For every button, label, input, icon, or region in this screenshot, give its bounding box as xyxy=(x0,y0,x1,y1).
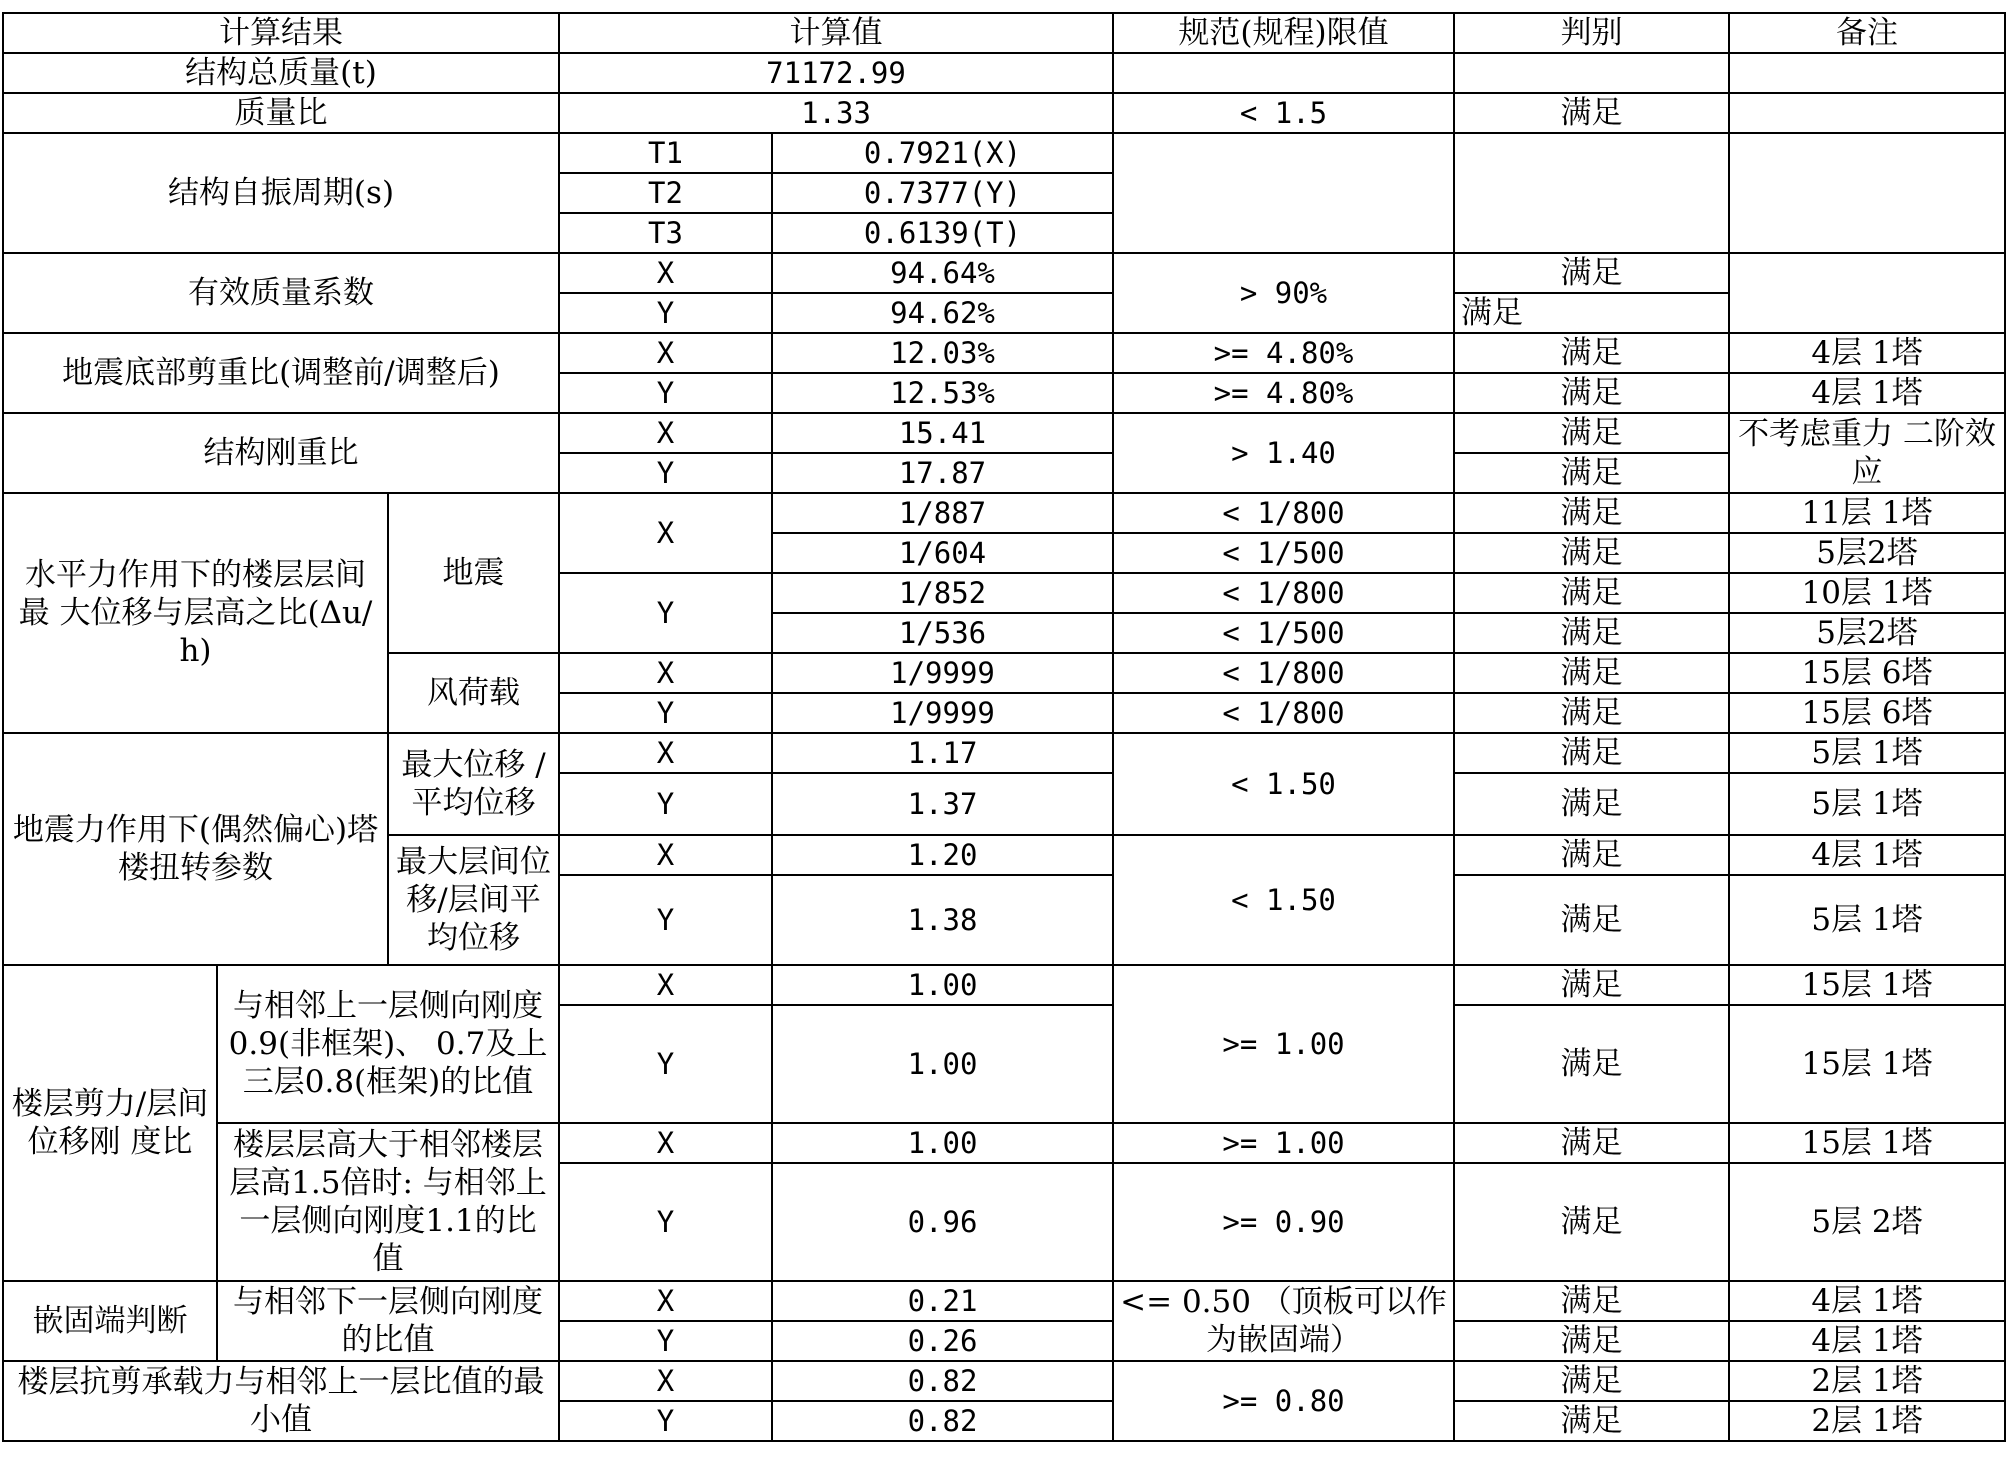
cell-note: 5层 2塔 xyxy=(1729,1163,2005,1281)
cell-note: 15层 1塔 xyxy=(1729,965,2005,1005)
cell-dir: Y xyxy=(559,1321,772,1361)
cell-value: 1.00 xyxy=(772,1005,1113,1123)
sub-label: 楼层层高大于相邻楼层层高1.5倍时: 与相邻上一层侧向刚度1.1的比值 xyxy=(217,1123,559,1281)
header-limit: 规范(规程)限值 xyxy=(1113,13,1454,53)
cell-value: 1.33 xyxy=(559,93,1113,133)
cell-result: 满足 xyxy=(1454,653,1729,693)
cell-result: 满足 xyxy=(1454,1163,1729,1281)
table-row xyxy=(3,133,2005,173)
cell-dir: X xyxy=(559,1281,772,1321)
cell-note: 15层 1塔 xyxy=(1729,1005,2005,1123)
row-label: 结构刚重比 xyxy=(3,413,559,493)
row-label: 水平力作用下的楼层层间最 大位移与层高之比(Δu/h) xyxy=(3,493,388,733)
sub-label: 风荷载 xyxy=(388,653,559,733)
cell-dir: Y xyxy=(559,773,772,835)
sub-label: 地震 xyxy=(388,493,559,653)
cell-dir: Y xyxy=(559,1005,772,1123)
cell-result: 满足 xyxy=(1454,965,1729,1005)
cell-note: 5层2塔 xyxy=(1729,613,2005,653)
cell-value: 1.00 xyxy=(772,965,1113,1005)
cell-limit: < 1/800 xyxy=(1113,693,1454,733)
cell-value: 1/9999 xyxy=(772,693,1113,733)
cell-limit: >= 4.80% xyxy=(1113,373,1454,413)
cell-value: 1.00 xyxy=(772,1123,1113,1163)
row-label: 楼层剪力/层间位移刚 度比 xyxy=(3,965,217,1281)
cell-limit: <= 0.50 （顶板可以作为嵌固端） xyxy=(1113,1281,1454,1361)
cell-note: 15层 1塔 xyxy=(1729,1123,2005,1163)
cell-value: 0.6139(T) xyxy=(772,213,1113,253)
cell-result: 满足 xyxy=(1454,1005,1729,1123)
cell-result: 满足 xyxy=(1454,453,1729,493)
cell-value: 0.7377(Y) xyxy=(772,173,1113,213)
cell-note xyxy=(1729,133,2005,253)
cell-note: 4层 1塔 xyxy=(1729,333,2005,373)
cell-value: 94.62% xyxy=(772,293,1113,333)
sub-label: 最大层间位 移/层间平均位移 xyxy=(388,835,559,965)
cell-limit: < 1/500 xyxy=(1113,613,1454,653)
cell-limit: < 1.50 xyxy=(1113,733,1454,835)
cell-note: 2层 1塔 xyxy=(1729,1401,2005,1441)
cell-dir: X xyxy=(559,835,772,875)
cell-value: 17.87 xyxy=(772,453,1113,493)
cell-dir: X xyxy=(559,413,772,453)
cell-result xyxy=(1454,133,1729,253)
cell-result: 满足 xyxy=(1454,1321,1729,1361)
cell-value: 0.26 xyxy=(772,1321,1113,1361)
cell-result: 满足 xyxy=(1454,493,1729,533)
cell-limit: < 1/800 xyxy=(1113,573,1454,613)
cell-limit xyxy=(1113,133,1454,253)
cell-result: 满足 xyxy=(1454,875,1729,965)
cell-dir: T3 xyxy=(559,213,772,253)
cell-limit: < 1/800 xyxy=(1113,493,1454,533)
cell-dir: T1 xyxy=(559,133,772,173)
cell-note: 11层 1塔 xyxy=(1729,493,2005,533)
cell-value: 0.96 xyxy=(772,1163,1113,1281)
row-label: 嵌固端判断 xyxy=(3,1281,217,1361)
cell-note: 15层 6塔 xyxy=(1729,693,2005,733)
cell-note xyxy=(1729,53,2005,93)
cell-result: 满足 xyxy=(1454,253,1729,293)
cell-result: 满足 xyxy=(1454,373,1729,413)
row-label: 有效质量系数 xyxy=(3,253,559,333)
cell-dir: Y xyxy=(559,1163,772,1281)
cell-dir: X xyxy=(559,965,772,1005)
calculation-results-table xyxy=(2,12,2006,1442)
cell-value: 1.37 xyxy=(772,773,1113,835)
cell-note xyxy=(1729,253,2005,333)
cell-value: 0.21 xyxy=(772,1281,1113,1321)
cell-result: 满足 xyxy=(1454,1281,1729,1321)
cell-dir: Y xyxy=(559,293,772,333)
cell-dir: X xyxy=(559,733,772,773)
cell-value: 1.20 xyxy=(772,835,1113,875)
cell-result: 满足 xyxy=(1454,773,1729,835)
cell-result: 满足 xyxy=(1454,333,1729,373)
cell-note: 2层 1塔 xyxy=(1729,1361,2005,1401)
cell-limit: >= 1.00 xyxy=(1113,1123,1454,1163)
cell-result: 满足 xyxy=(1454,533,1729,573)
cell-value: 15.41 xyxy=(772,413,1113,453)
cell-limit: < 1/500 xyxy=(1113,533,1454,573)
cell-limit: > 1.40 xyxy=(1113,413,1454,493)
cell-limit: >= 0.90 xyxy=(1113,1163,1454,1281)
cell-limit: < 1/800 xyxy=(1113,653,1454,693)
table-row xyxy=(3,93,2005,133)
table-row xyxy=(3,733,2005,773)
cell-dir: Y xyxy=(559,1401,772,1441)
cell-value: 0.82 xyxy=(772,1361,1113,1401)
cell-value: 12.03% xyxy=(772,333,1113,373)
cell-dir: X xyxy=(559,493,772,573)
table-row xyxy=(3,53,2005,93)
table-row xyxy=(3,965,2005,1005)
cell-note: 5层 1塔 xyxy=(1729,875,2005,965)
cell-value: 1/852 xyxy=(772,573,1113,613)
cell-note: 不考虑重力 二阶效应 xyxy=(1729,413,2005,493)
sub-label: 与相邻下一层侧向刚度的比值 xyxy=(217,1281,559,1361)
cell-result: 满足 xyxy=(1454,573,1729,613)
cell-result: 满足 xyxy=(1454,93,1729,133)
table-row xyxy=(3,493,2005,533)
cell-value: 1.17 xyxy=(772,733,1113,773)
cell-value: 0.82 xyxy=(772,1401,1113,1441)
cell-result: 满足 xyxy=(1454,413,1729,453)
header-result: 计算结果 xyxy=(3,13,559,53)
cell-value: 1/604 xyxy=(772,533,1113,573)
cell-limit: >= 0.80 xyxy=(1113,1361,1454,1441)
cell-dir: T2 xyxy=(559,173,772,213)
cell-value: 1.38 xyxy=(772,875,1113,965)
cell-note: 5层 1塔 xyxy=(1729,773,2005,835)
cell-note: 10层 1塔 xyxy=(1729,573,2005,613)
cell-result: 满足 xyxy=(1454,1361,1729,1401)
cell-dir: Y xyxy=(559,573,772,653)
cell-limit: < 1.5 xyxy=(1113,93,1454,133)
cell-value: 71172.99 xyxy=(559,53,1113,93)
cell-value: 1/9999 xyxy=(772,653,1113,693)
table-row xyxy=(3,333,2005,373)
cell-dir: Y xyxy=(559,373,772,413)
cell-limit: > 90% xyxy=(1113,253,1454,333)
cell-result: 满足 xyxy=(1454,1123,1729,1163)
cell-result: 满足 xyxy=(1454,835,1729,875)
cell-note: 5层 1塔 xyxy=(1729,733,2005,773)
header-note: 备注 xyxy=(1729,13,2005,53)
cell-dir: X xyxy=(559,1123,772,1163)
row-label: 地震力作用下(偶然偏心)塔楼扭转参数 xyxy=(3,733,388,965)
table-row xyxy=(3,413,2005,453)
cell-dir: Y xyxy=(559,453,772,493)
sub-label: 最大位移 / 平均位移 xyxy=(388,733,559,835)
cell-note: 4层 1塔 xyxy=(1729,1321,2005,1361)
row-label: 结构自振周期(s) xyxy=(3,133,559,253)
cell-value: 1/887 xyxy=(772,493,1113,533)
row-label: 结构总质量(t) xyxy=(3,53,559,93)
table-row xyxy=(3,1281,2005,1321)
row-label: 质量比 xyxy=(3,93,559,133)
cell-dir: Y xyxy=(559,693,772,733)
cell-note: 4层 1塔 xyxy=(1729,1281,2005,1321)
cell-value: 0.7921(X) xyxy=(772,133,1113,173)
cell-limit: >= 4.80% xyxy=(1113,333,1454,373)
cell-limit: >= 1.00 xyxy=(1113,965,1454,1123)
cell-note: 4层 1塔 xyxy=(1729,835,2005,875)
cell-result: 满足 xyxy=(1454,693,1729,733)
table-row xyxy=(3,1123,2005,1163)
cell-result: 满足 xyxy=(1454,733,1729,773)
cell-note: 15层 6塔 xyxy=(1729,653,2005,693)
cell-result: 满足 xyxy=(1454,293,1729,333)
cell-dir: X xyxy=(559,333,772,373)
cell-note: 4层 1塔 xyxy=(1729,373,2005,413)
cell-result: 满足 xyxy=(1454,613,1729,653)
header-row xyxy=(3,13,2005,53)
sub-label: 与相邻上一层侧向刚度0.9(非框架)、 0.7及上三层0.8(框架)的比值 xyxy=(217,965,559,1123)
cell-dir: X xyxy=(559,1361,772,1401)
cell-dir: X xyxy=(559,253,772,293)
cell-dir: Y xyxy=(559,875,772,965)
cell-result xyxy=(1454,53,1729,93)
cell-result: 满足 xyxy=(1454,1401,1729,1441)
cell-note: 5层2塔 xyxy=(1729,533,2005,573)
cell-limit xyxy=(1113,53,1454,93)
cell-note xyxy=(1729,93,2005,133)
header-value: 计算值 xyxy=(559,13,1113,53)
table-row xyxy=(3,1361,2005,1401)
cell-value: 12.53% xyxy=(772,373,1113,413)
cell-dir: X xyxy=(559,653,772,693)
header-judge: 判别 xyxy=(1454,13,1729,53)
cell-value: 1/536 xyxy=(772,613,1113,653)
cell-limit: < 1.50 xyxy=(1113,835,1454,965)
cell-value: 94.64% xyxy=(772,253,1113,293)
row-label: 地震底部剪重比(调整前/调整后) xyxy=(3,333,559,413)
row-label: 楼层抗剪承载力与相邻上一层比值的最小值 xyxy=(3,1361,559,1441)
table-row xyxy=(3,253,2005,293)
